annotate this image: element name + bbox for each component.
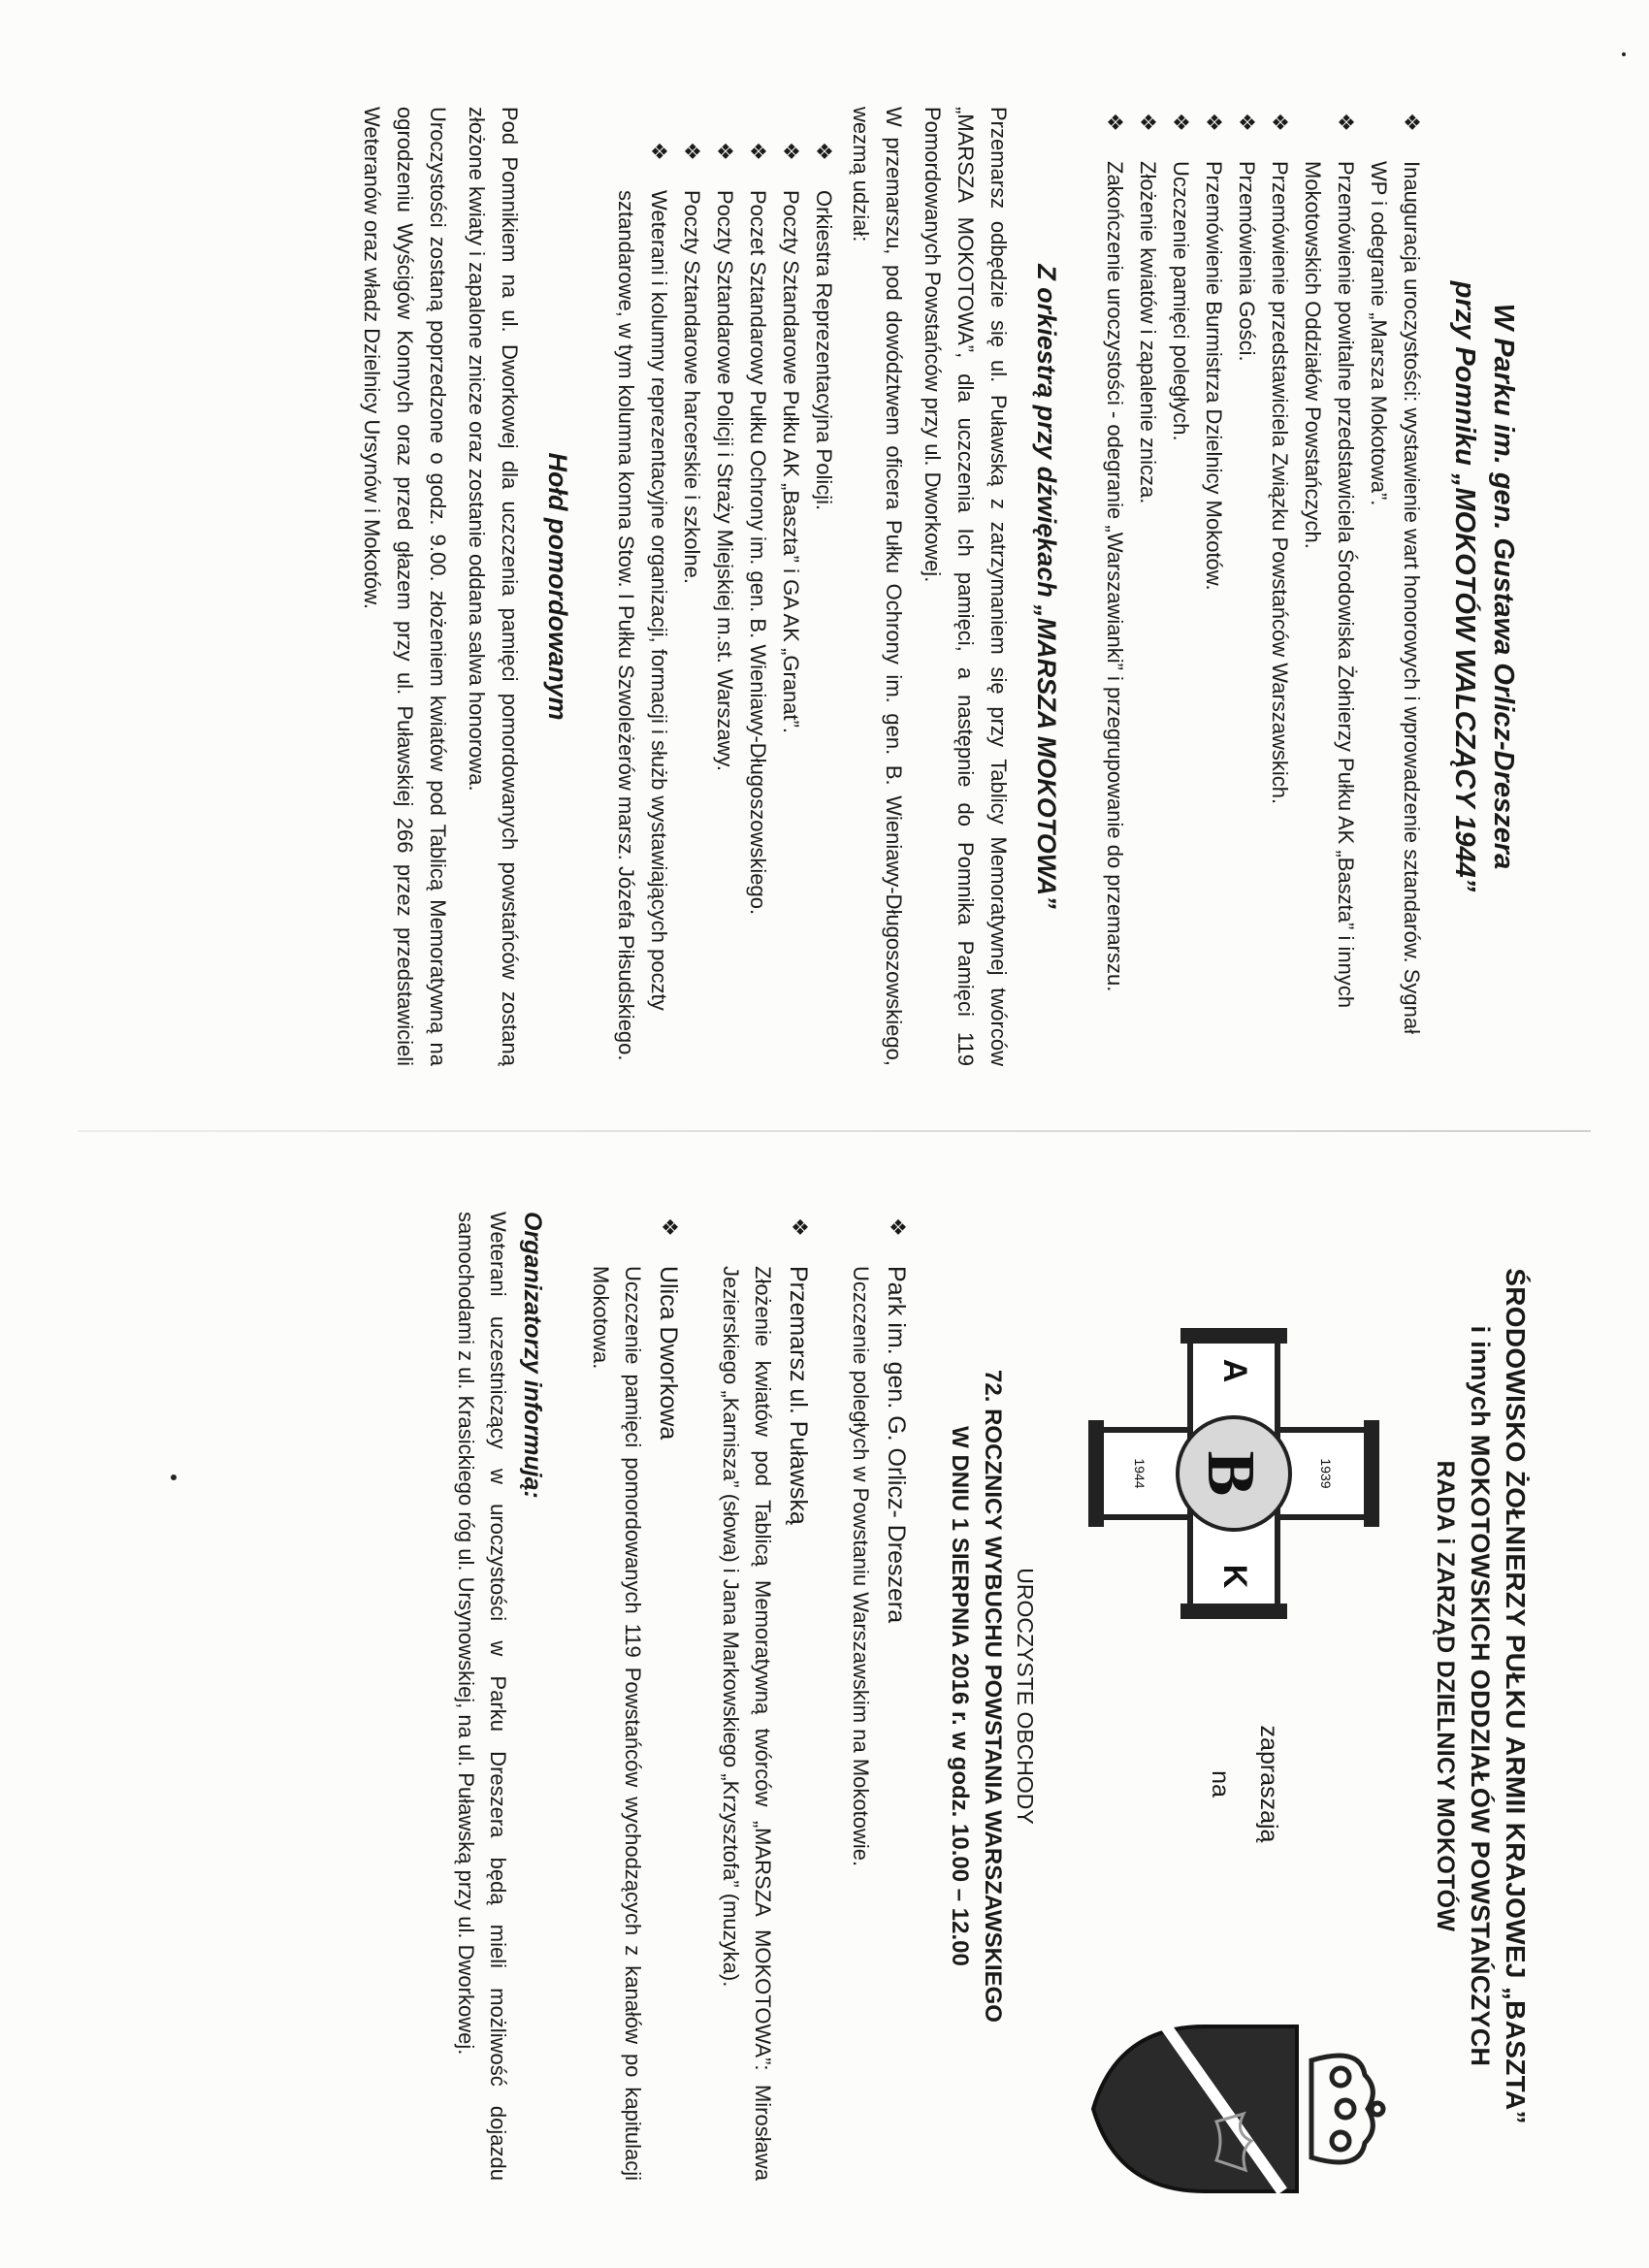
- event-line-2: 72. ROCZNICY WYBUCHU POWSTANIA WARSZAWSKIEGO: [980, 1370, 1006, 2023]
- event-line-3: W DNIU 1 SIERPNIA 2016 r. w godz. 10.00 – 12.00: [947, 1426, 973, 1966]
- program-item-text: Przemówienie powitalne przedstawiciela Środowiska Żołnierzy Pułku AK „Baszta” i innych Mokotowskich Oddziałów Powstańczych.: [1301, 161, 1358, 1009]
- program-item-text: Inauguracja uroczystości: wystawienie wart honorowych i wprowadzenie sztandarów. Sygnał WP i odegranie „Marsza Mokotowa”.: [1367, 161, 1424, 1035]
- bullet-diamond-icon: ❖: [779, 142, 803, 161]
- scan-speck: [1622, 52, 1626, 56]
- bullet-diamond-icon: ❖: [1400, 113, 1424, 132]
- event-heading: [943, 1212, 1042, 2181]
- fold-line: [78, 1130, 1591, 1132]
- location-item: [845, 1212, 914, 2181]
- bullet-diamond-icon: ❖: [788, 1217, 812, 1237]
- invite-word: zapraszają: [1255, 1725, 1282, 1843]
- event-line-1: UROCZYSTE OBCHODY: [1013, 1568, 1038, 1825]
- tribute-paragraph-2: Uroczystości zostaną poprzedzone o godz. 9.00. złożeniem kwiatów pod Tablicą Memoratywną na ogrodzeniu Wyścigów Konnych oraz przed głazem przy ul. Puławskiej 266 przez przedstawicieli Weteranów oraz władz Dzielnicy Ursynów i Mokotów.: [360, 107, 450, 1066]
- program-item: [1230, 107, 1263, 1066]
- participant-item: [609, 136, 675, 1066]
- bullet-diamond-icon: ❖: [713, 142, 737, 161]
- header-line-2: i innych MOKOTOWSKICH ODDZIAŁÓW POWSTAŃCZYCH: [1466, 1325, 1495, 2067]
- participant-item-text: Orkiestra Reprezentacyjna Policji.: [812, 190, 836, 511]
- bullet-diamond-icon: ❖: [1169, 113, 1193, 132]
- program-title-line1: W Parku im. gen. Gustawa Orlicz-Dreszera: [1488, 303, 1519, 870]
- header-line-1: ŚRODOWISKO ŻOŁNIERZY PUŁKU ARMII KRAJOWEJ „BASZTA”: [1501, 1268, 1531, 2124]
- march-paragraph-2: W przemarszu, pod dowództwem oficera Pułku Ochrony im. gen. B. Wieniawy-Długoszowskiego, wezmą udział:: [849, 107, 906, 1066]
- emblems-row: [1069, 1212, 1389, 2181]
- location-description: Uczczenie poległych w Powstaniu Warszawskim na Mokotowie.: [849, 1266, 873, 1867]
- locations-list: [585, 1212, 914, 2181]
- participant-item: [675, 136, 708, 1066]
- tribute-title: Hołd pomordowanym: [543, 452, 572, 721]
- participant-item: [708, 136, 741, 1066]
- march-title: Z orkiestrą przy dźwiękach „MARSZA MOKOTOWA”: [1032, 264, 1061, 909]
- march-paragraph-1: Przemarsz odbędzie się ul. Puławską z zatrzymaniem się przy Tablicy Memoratywnej twórców „MARSZA MOKOTOWA”, dla uczczenia Ich pamięci, a następnie do Pomnika Pamięci 119 Pomordowanych Powstańców przy ul. Dworkowej.: [921, 107, 1011, 1066]
- bullet-diamond-icon: ❖: [812, 142, 836, 161]
- participant-item-text: Weterani i kolumny reprezentacyjne organizacji, formacji i służb wystawiających poczty sztandarowe, w tym kolumna konna Stow. I Pułku Szwoleżerów marsz. Józefa Piłsudskiego.: [614, 190, 671, 1061]
- bullet-diamond-icon: ❖: [1202, 113, 1226, 132]
- location-item: [585, 1212, 686, 2181]
- program-item: [1296, 107, 1362, 1066]
- invite-word-na: na: [1207, 1770, 1234, 1798]
- march-participants-list: [609, 136, 840, 1066]
- cross-year-top: 1939: [1318, 1458, 1334, 1489]
- cross-letter-k: K: [1216, 1564, 1253, 1589]
- mokotow-coat-of-arms-icon: [1088, 2007, 1389, 2211]
- bullet-diamond-icon: ❖: [647, 142, 671, 161]
- program-item-text: Przemówienia Gości.: [1235, 161, 1259, 362]
- participant-item-text: Poczet Sztandarowy Pułku Ochrony im. gen. B. Wieniawy-Długoszowskiego.: [746, 190, 770, 916]
- bullet-diamond-icon: ❖: [746, 142, 770, 161]
- invitation-panel: [0, 1134, 1649, 2268]
- participant-item: [774, 136, 807, 1066]
- cross-letter-a: A: [1216, 1358, 1253, 1383]
- program-title-line2: przy Pomniku „MOKOTÓW WALCZĄCY 1944”: [1449, 280, 1480, 892]
- program-item: [1098, 107, 1131, 1066]
- bullet-diamond-icon: ❖: [886, 1217, 910, 1237]
- bullet-diamond-icon: ❖: [1235, 113, 1259, 132]
- program-item-text: Przemówienie przedstawiciela Związku Powstańców Warszawskich.: [1268, 161, 1292, 805]
- bullet-diamond-icon: ❖: [680, 142, 704, 161]
- location-description: Uczczenie pamięci pomordowanych 119 Powstańców wychodzących z kanałów po kapitulacji Mokotowa.: [589, 1266, 645, 2181]
- program-item-text: Przemówienie Burmistrza Dzielnicy Mokotów.: [1202, 161, 1226, 591]
- location-item: [715, 1212, 816, 2181]
- bullet-diamond-icon: ❖: [1103, 113, 1127, 132]
- cross-year-bottom: 1944: [1132, 1458, 1148, 1489]
- location-name: Przemarsz ul. Puławską: [785, 1266, 812, 1525]
- location-description: Złożenie kwiatów pod Tablicą Memoratywną twórców „MARSZA MOKOTOWA”: Mirosława Jezierskiego „Karnisza” (słowa) i Jana Markowskiego „Krzysztofa” (muzyka).: [719, 1266, 775, 2181]
- bullet-diamond-icon: ❖: [658, 1217, 682, 1237]
- location-name: Ulica Dworkowa: [655, 1266, 682, 1441]
- organizers-title: Organizatorzy informują:: [519, 1212, 546, 1499]
- location-name: Park im. gen. G. Orlicz- Dreszera: [883, 1266, 910, 1624]
- bullet-diamond-icon: ❖: [1136, 113, 1160, 132]
- program-item: [1164, 107, 1197, 1066]
- program-list: [1098, 107, 1428, 1066]
- tribute-paragraph-1: Pod Pomnikiem na ul. Dworkowej dla uczczenia pamięci pomordowanych powstańców zostaną złożone kwiaty i zapalone znicze oraz zostanie oddana salwa honorowa.: [465, 107, 522, 1066]
- participant-item-text: Poczty Sztandarowe harcerskie i szkolne.: [680, 190, 704, 584]
- cross-monogram: B: [1193, 1450, 1268, 1497]
- participant-item: [807, 136, 840, 1066]
- participant-item-text: Poczty Sztandarowe Pułku AK „Baszta” i GA AK „Granat”.: [779, 190, 803, 734]
- ak-cross-emblem-icon: [1088, 1328, 1379, 1619]
- program-item-text: Zakończenie uroczystości - odegranie „Warszawianki” i przegrupowanie do przemarszu.: [1103, 161, 1127, 992]
- organizers-text: Weterani uczestniczący w uroczystości w Parku Dreszera będą mieli możliwość dojazdu samochodami z ul. Krasickiego róg ul. Ursynowskiej, na ul. Puławską przy ul. Dworkowej.: [454, 1212, 510, 2181]
- participant-item-text: Poczty Sztandarowe Policji i Straży Miejskiej m.st. Warszawy.: [713, 190, 737, 772]
- header-line-3: RADA i ZARZĄD DZIELNICY MOKOTÓW: [1432, 1460, 1459, 1932]
- program-item-text: Uczczenie pamięci poległych.: [1169, 161, 1193, 441]
- program-item: [1362, 107, 1428, 1066]
- participant-item: [741, 136, 774, 1066]
- program-item: [1197, 107, 1230, 1066]
- program-item: [1131, 107, 1164, 1066]
- bullet-diamond-icon: ❖: [1268, 113, 1292, 132]
- bullet-diamond-icon: ❖: [1334, 113, 1358, 132]
- scan-speck: [171, 1474, 177, 1480]
- program-item-text: Złożenie kwiatów i zapalenie znicza.: [1136, 161, 1160, 504]
- program-item: [1263, 107, 1296, 1066]
